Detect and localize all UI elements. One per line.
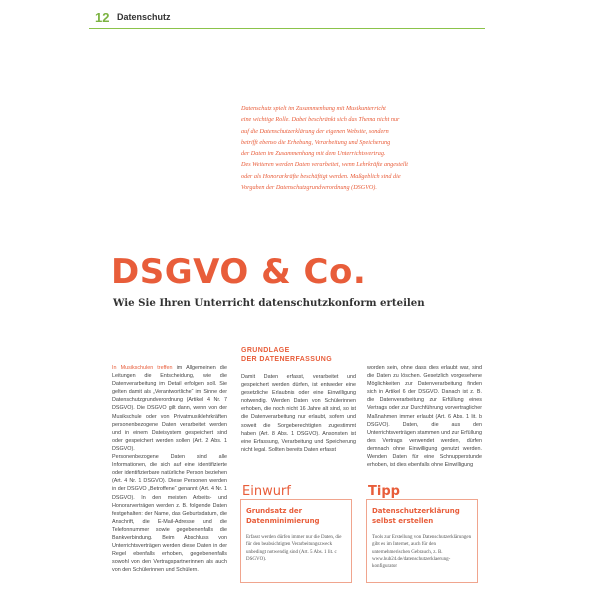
- tipp-box: [366, 499, 478, 583]
- einwurf-title-line: Datenminimierung: [246, 517, 320, 525]
- einwurf-label: Einwurf: [242, 484, 291, 499]
- intro-paragraph: [241, 103, 491, 193]
- article-subtitle: Wie Sie Ihren Unterricht datenschutzkonform erteilen: [113, 297, 425, 309]
- body-text: im Allgemeinen die Leitungen die Entscheidung, wie die Datenverarbeitung im Detail erfolgen soll. Sie gelten damit als „Verantwortliche“ im Sinne der Datenschutzgrundverordnung (Artikel 4 Nr. 7 DSGVO). Die DSGVO gilt dann, wenn von der Musikschule oder von Privatmusiklehrkräften personenbezogene Daten verarbeitet werden und in einem Dateisystem gespeichert sind oder gespeichert werden sollen (Art. 2 Abs. 1 DSGVO).: [112, 365, 228, 452]
- intro-line: der Daten im Zusammenhang mit dem Unterrichtsvertrag.: [241, 150, 386, 158]
- subheading-line: DER DATENERFASSUNG: [241, 356, 333, 363]
- intro-line: Vorgaben der Datenschutzgrundverordnung (DSGVO).: [241, 184, 377, 192]
- einwurf-text: Erfasst werden dürfen immer nur die Daten, die für den beabsichtigten Verarbeitungszweck unbedingt notwendig sind (Art. 5 Abs. 1 lit. c DSGVO).: [246, 535, 342, 562]
- article-title: DSGVO & Co.: [111, 252, 367, 292]
- intro-line: Datenschutz spielt im Zusammenhang mit Musikunterricht: [241, 105, 386, 112]
- tipp-title-line: selbst erstellen: [372, 517, 434, 525]
- intro-line: oder als Honorarkräfte beschäftigt werden. Maßgeblich sind die: [241, 172, 401, 180]
- page-number: 12: [95, 10, 110, 25]
- tipp-title-line: Datenschutzerklärung: [372, 507, 460, 515]
- intro-line: eine wichtige Rolle. Dabei beschränkt sich das Thema nicht nur: [241, 116, 400, 124]
- einwurf-box: [240, 499, 352, 583]
- tipp-label: Tipp: [368, 484, 400, 499]
- subheading: [241, 346, 356, 364]
- body-paragraph: Damit Daten erfasst, verarbeitet und gespeichert werden dürfen, ist entweder eine gesetzliche Erlaubnis oder eine Einwilligung notwendig. Werden Daten von Schülerinnen erhoben, die noch nicht 16 Jahre alt sind, so ist die Datenverarbeitung nur erlaubt, sofern und soweit die Sorgeberechtigten zugestimmt haben (Art. 8 Abs. 1 DSGVO). Ansonsten ist eine Erfassung, Verarbeitung und Speicherung nicht legal. Sollten bereits Daten erfasst: [241, 374, 356, 453]
- einwurf-title: [246, 506, 347, 526]
- body-paragraph: Personenbezogene Daten sind alle Informationen, die sich auf eine identifizierte oder identifizierbare natürliche Person beziehen (Art. 4 Nr. 1 DSGVO). Diese Personen werden in der DSGVO „Betroffene“ genannt (Art. 4 Nr. 1 DSGVO). In den meisten Arbeits- und Honorarverträgen werden z. B. folgende Daten festgehalten: der Name, das Geburtsdatum, die Anschrift, die E-Mail-Adresse und die Telefonnummer sowie gegebenenfalls die Bankverbindung. Beim Abschluss von Unterrichtsverträgen werden diese Daten in der Regel ebenfalls erhoben, gegebenenfalls sowohl von den Vertragspartnerinnen als auch von den Schülerinnen und Schülern.: [112, 454, 227, 574]
- body-column-1: [112, 364, 227, 574]
- subheading-line: GRUNDLAGE: [241, 347, 290, 354]
- intro-line: auf die Datenschutzerklärung der eigenen Website, sondern: [241, 127, 389, 135]
- tipp-title: [372, 506, 473, 526]
- body-paragraph: [112, 364, 227, 453]
- page-header: [89, 6, 485, 29]
- body-column-3: [367, 364, 482, 469]
- intro-line: Des Weiteren werden Daten verarbeitet, wenn Lehrkräfte angestellt: [241, 161, 409, 169]
- einwurf-title-line: Grundsatz der: [246, 507, 303, 515]
- lead-in: In Musikschulen treffen: [112, 365, 173, 371]
- intro-line: betrifft ebenso die Erhebung, Verarbeitung und Speicherung: [241, 138, 391, 146]
- body-column-2: [241, 346, 356, 454]
- tipp-text: Tools zur Erstellung von Datenschutzerklärungen gibt es im Internet, auch für den unternehmerischen Gebrauch, z. B. www.hub24.de/datenschutzerklaerung-konfigurator: [372, 535, 472, 570]
- section-title: Datenschutz: [117, 12, 171, 22]
- body-paragraph: worden sein, ohne dass dies erlaubt war, sind die Daten zu löschen. Gesetzlich vorgesehene Möglichkeiten zur Datenverarbeitung finden sich in Artikel 6 der DSGVO. Danach ist z. B. die Datenverarbeitung zur Erfüllung eines Vertrags oder zur Durchführung vorvertraglicher Maßnahmen immer erlaubt (Art. 6 Abs. 1 lit. b DSGVO). Daten, die aus den Unterrichtsverträgen stammen und zur Erfüllung des Vertrags verwendet werden, dürfen demnach ohne Einwilligung genutzt werden. Wenden Daten für eine Schnupperstunde erhoben, ist dies ebenfalls ohne Einwilligung: [367, 365, 482, 469]
